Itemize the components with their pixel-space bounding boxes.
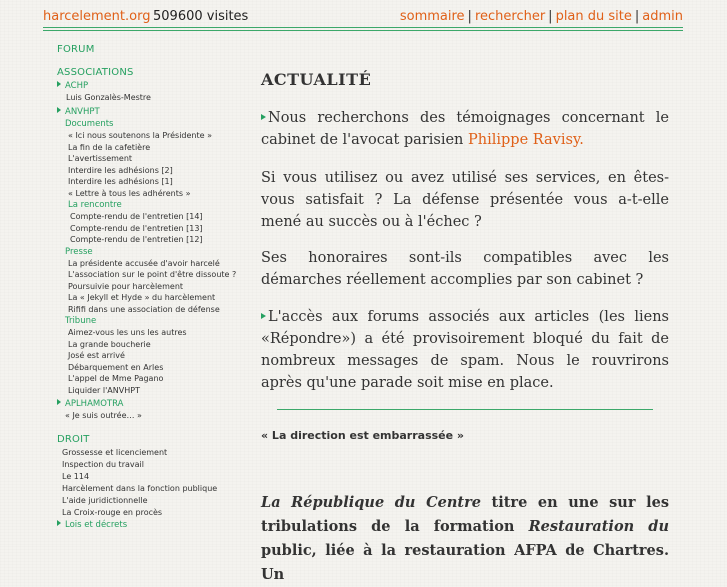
sidebar-presse-link[interactable]: Presse: [65, 246, 93, 257]
forum-notice-text: L'accès aux forums associés aux articles (les liens «Répondre») a été provisoirement bloqué du fait de nombreux messages de spam. Nous le rouvrirons après qu'une parade soit mise en place.: [261, 309, 669, 391]
fees-paragraph: Ses honoraires sont-ils compatibles avec les démarches réellement accomplies par son cabinet ?: [261, 250, 669, 288]
question-paragraph: Si vous utilisez ou avez utilisé ses services, en êtes-vous satisfait ? La défense présentée vous a-t-elle mené au succès ou à l'échec ?: [261, 170, 669, 230]
sidebar-item-droit-0[interactable]: Grossesse et licenciement: [62, 447, 168, 457]
sidebar-anvhpt-link[interactable]: [57, 106, 237, 118]
forum-notice-paragraph: [261, 306, 669, 394]
sidebar-achp-label: ACHP: [65, 81, 89, 91]
main-content: [261, 70, 669, 583]
nav-admin-link[interactable]: admin: [642, 9, 683, 24]
sidebar-item-documents-0[interactable]: « Ici nous soutenons la Présidente »: [68, 131, 212, 140]
sidebar-tribune-link[interactable]: Tribune: [65, 316, 97, 326]
nav-separator: |: [634, 9, 640, 24]
sidebar-aplhamotra-label: APLHAMOTRA: [65, 399, 124, 409]
sidebar-anvhpt-label: ANVHPT: [65, 107, 100, 117]
announcement-paragraph: [261, 107, 669, 151]
sidebar-droit-link[interactable]: DROIT: [57, 433, 90, 445]
sidebar-item-tribune-5[interactable]: Liquider l'ANVHPT: [68, 385, 140, 395]
nav-sommaire-link[interactable]: sommaire: [399, 9, 465, 24]
sidebar-lois-link[interactable]: [57, 519, 237, 531]
sidebar-item-documents-2[interactable]: L'avertissement: [68, 154, 133, 163]
content-divider: [277, 409, 653, 410]
sidebar-forum-link[interactable]: FORUM: [57, 44, 95, 55]
sidebar-lois-label: Lois et décrets: [65, 519, 128, 530]
article-title-link[interactable]: « La direction est embarrassée »: [261, 429, 465, 442]
sidebar-item-documents-5[interactable]: « Lettre à tous les adhérents »: [68, 188, 191, 198]
press-excerpt: [261, 491, 669, 587]
sidebar-item-droit-5[interactable]: La Croix-rouge en procès: [62, 507, 163, 517]
sidebar-item-presse-1[interactable]: L'association sur le point d'être dissoute ?: [68, 270, 237, 279]
press-source: La République du Centre: [261, 494, 481, 511]
sidebar-item-documents-4[interactable]: Interdire les adhésions [1]: [68, 177, 173, 186]
press-title: Restauration du: [528, 518, 669, 535]
sidebar-item-presse-3[interactable]: La « Jekyll et Hyde » du harcèlement: [68, 293, 216, 302]
sidebar-item-droit-4[interactable]: L'aide juridictionnelle: [62, 495, 148, 505]
top-nav: [400, 9, 683, 24]
page-title: ACTUALITÉ: [261, 70, 372, 89]
sidebar-item-tribune-3[interactable]: Débarquement en Arles: [68, 362, 164, 372]
sidebar-item-tribune-4[interactable]: L'appel de Mme Pagano: [68, 374, 164, 383]
sidebar-item-documents-3[interactable]: Interdire les adhésions [2]: [68, 165, 173, 175]
sidebar-item-rencontre-1[interactable]: Compte-rendu de l'entretien [13]: [70, 223, 203, 233]
sidebar-achp-link[interactable]: [57, 80, 237, 92]
sidebar-item-achp-0[interactable]: Luis Gonzalès-Mestre: [66, 93, 151, 102]
sidebar-documents-link[interactable]: Documents: [65, 119, 114, 129]
sidebar-item-presse-4[interactable]: Rififi dans une association de défense: [68, 304, 220, 314]
nav-separator: |: [548, 9, 553, 24]
sidebar-item-droit-3[interactable]: Harcèlement dans la fonction publique: [62, 483, 218, 493]
sidebar-item-droit-1[interactable]: Inspection du travail: [62, 459, 144, 469]
header-bar: [43, 6, 683, 28]
sidebar-item-droit-2[interactable]: Le 114: [62, 471, 90, 481]
visit-counter: 509600 visites: [153, 9, 249, 24]
triangle-right-icon: [57, 107, 61, 113]
sidebar-nav: [57, 44, 237, 531]
sidebar-item-presse-2[interactable]: Poursuivie pour harcèlement: [68, 281, 184, 291]
sidebar-item-tribune-1[interactable]: La grande boucherie: [68, 339, 151, 349]
sidebar-item-rencontre-0[interactable]: Compte-rendu de l'entretien [14]: [70, 212, 203, 221]
sidebar-item-presse-0[interactable]: La présidente accusée d'avoir harcelé: [68, 258, 220, 268]
sidebar-associations-link[interactable]: ASSOCIATIONS: [57, 67, 134, 78]
triangle-right-icon: [57, 399, 61, 405]
triangle-right-icon: [57, 520, 61, 526]
sidebar-item-aplhamotra-0[interactable]: « Je suis outrée… »: [65, 411, 142, 420]
triangle-right-icon: [57, 81, 61, 87]
philippe-ravisy-link[interactable]: Philippe Ravisy.: [468, 132, 584, 148]
header-divider-top: [43, 27, 683, 28]
site-name-link[interactable]: harcelement.org: [43, 9, 151, 24]
nav-plan-du-site-link[interactable]: plan du site: [555, 9, 632, 24]
sidebar-item-tribune-2[interactable]: José est arrivé: [68, 351, 125, 360]
nav-separator: |: [467, 9, 472, 24]
announcement-text: Nous recherchons des témoignages concernant le cabinet de l'avocat parisien: [261, 110, 669, 148]
triangle-right-icon: [261, 313, 266, 319]
sidebar-rencontre-link[interactable]: La rencontre: [68, 200, 122, 210]
sidebar-aplhamotra-link[interactable]: [57, 398, 237, 410]
nav-rechercher-link[interactable]: rechercher: [474, 9, 546, 24]
sidebar-item-documents-1[interactable]: La fin de la cafetière: [68, 142, 151, 152]
sidebar-item-rencontre-2[interactable]: Compte-rendu de l'entretien [12]: [70, 235, 203, 244]
sidebar-item-tribune-0[interactable]: Aimez-vous les uns les autres: [68, 328, 187, 337]
press-tail: public, liée à la restauration AFPA de Chartres. Un: [261, 542, 669, 583]
header-divider-bottom: [43, 30, 683, 31]
triangle-right-icon: [261, 114, 266, 120]
press-text: titre en une sur les tribulations de la formation: [261, 494, 669, 535]
